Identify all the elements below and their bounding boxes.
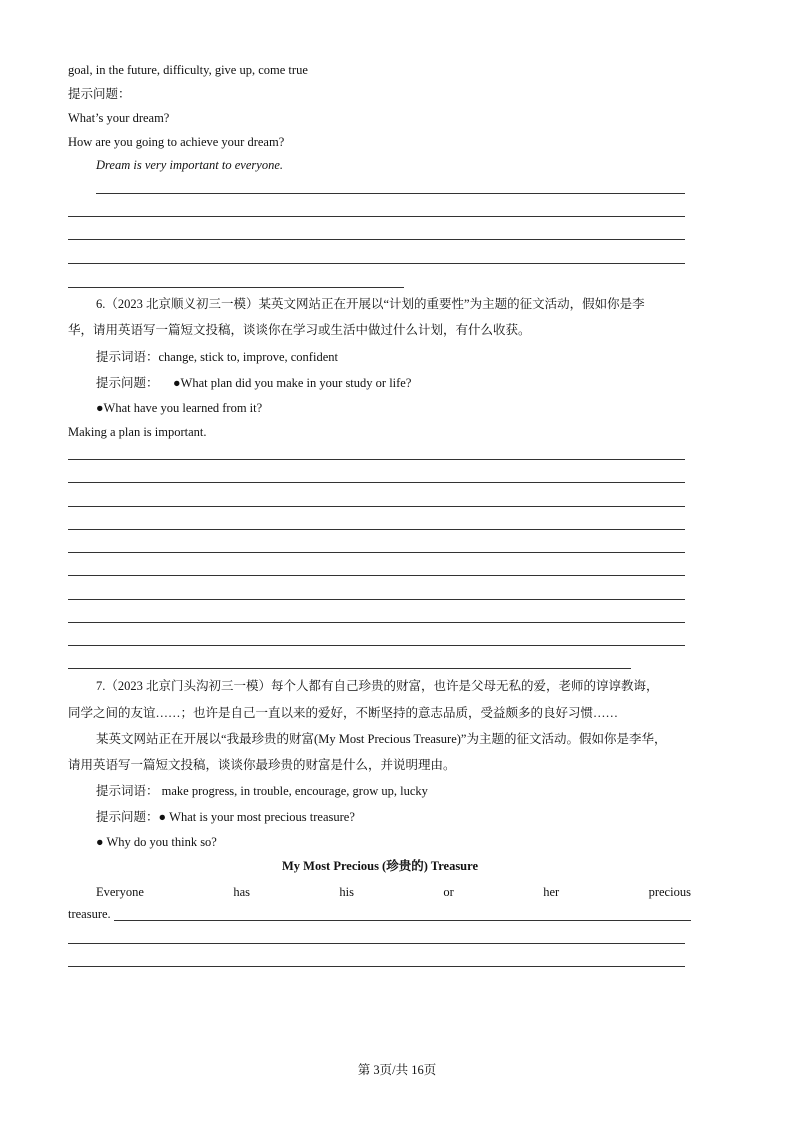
q7-prompt-line-2: 同学之间的友谊……；也许是自己一直以来的爱好，不断坚持的意志品质，受益颇多的良好习惯…… bbox=[68, 706, 619, 720]
q6-prompt-line-1: 6.（2023 北京顺义初三一模）某英文网站正在开展以“计划的重要性”为主题的征文活动，假如你是李 bbox=[96, 297, 645, 311]
q7-opening-tail: treasure. bbox=[68, 907, 111, 921]
answer-line bbox=[68, 943, 685, 944]
q6-question-2: ●What have you learned from it? bbox=[96, 401, 263, 415]
page-number: 第 3页/共 16页 bbox=[357, 1063, 437, 1077]
answer-line bbox=[68, 459, 685, 460]
answer-line bbox=[68, 287, 404, 288]
answer-line bbox=[68, 645, 685, 646]
q7-essay-title: My Most Precious (珍贵的) Treasure bbox=[281, 859, 479, 873]
answer-line bbox=[68, 622, 685, 623]
answer-line bbox=[68, 263, 685, 264]
q7-prompt-line-1: 7.（2023 北京门头沟初三一模）每个人都有自己珍贵的财富，也许是父母无私的爱，老师的谆谆教诲， bbox=[96, 679, 659, 693]
q6-hint-label: 提示问题： bbox=[96, 376, 159, 390]
opening-word: or bbox=[443, 885, 454, 899]
q5-hint-label: 提示问题： bbox=[68, 87, 131, 101]
answer-line bbox=[96, 193, 685, 194]
answer-line bbox=[68, 552, 685, 553]
q7-opening-line bbox=[96, 884, 691, 900]
q7-question-1: 提示问题：● What is your most precious treasure? bbox=[96, 810, 355, 824]
q5-question-1: What’s your dream? bbox=[68, 111, 170, 125]
q6-keywords: 提示词语：change, stick to, improve, confident bbox=[96, 350, 338, 364]
opening-word: Everyone bbox=[96, 885, 144, 899]
q5-question-2: How are you going to achieve your dream? bbox=[68, 135, 285, 149]
q5-keywords: goal, in the future, difficulty, give up, come true bbox=[68, 63, 308, 77]
q7-prompt-line-3: 某英文网站正在开展以“我最珍贵的财富(My Most Precious Treasure)”为主题的征文活动。假如你是李华， bbox=[96, 732, 667, 746]
q5-opening-sentence: Dream is very important to everyone. bbox=[96, 158, 283, 172]
q6-prompt-line-2: 华，请用英语写一篇短文投稿，谈谈你在学习或生活中做过什么计划，有什么收获。 bbox=[68, 323, 531, 337]
q6-opening-sentence: Making a plan is important. bbox=[68, 425, 207, 439]
answer-line bbox=[68, 575, 685, 576]
answer-line bbox=[68, 599, 685, 600]
answer-line bbox=[114, 920, 691, 921]
opening-word: has bbox=[233, 885, 250, 899]
opening-word: his bbox=[339, 885, 354, 899]
answer-line bbox=[68, 668, 631, 669]
q7-question-2: ● Why do you think so? bbox=[96, 835, 217, 849]
answer-line bbox=[68, 966, 685, 967]
q7-prompt-line-4: 请用英语写一篇短文投稿，谈谈你最珍贵的财富是什么，并说明理由。 bbox=[68, 758, 456, 772]
answer-line bbox=[68, 216, 685, 217]
answer-line bbox=[68, 239, 685, 240]
opening-word: precious bbox=[648, 885, 691, 899]
answer-line bbox=[68, 482, 685, 483]
answer-line bbox=[68, 506, 685, 507]
opening-word: her bbox=[543, 885, 560, 899]
answer-line bbox=[68, 529, 685, 530]
q6-question-1: ●What plan did you make in your study or life? bbox=[173, 376, 412, 390]
q7-keywords: 提示词语： make progress, in trouble, encourage, grow up, lucky bbox=[96, 784, 428, 798]
